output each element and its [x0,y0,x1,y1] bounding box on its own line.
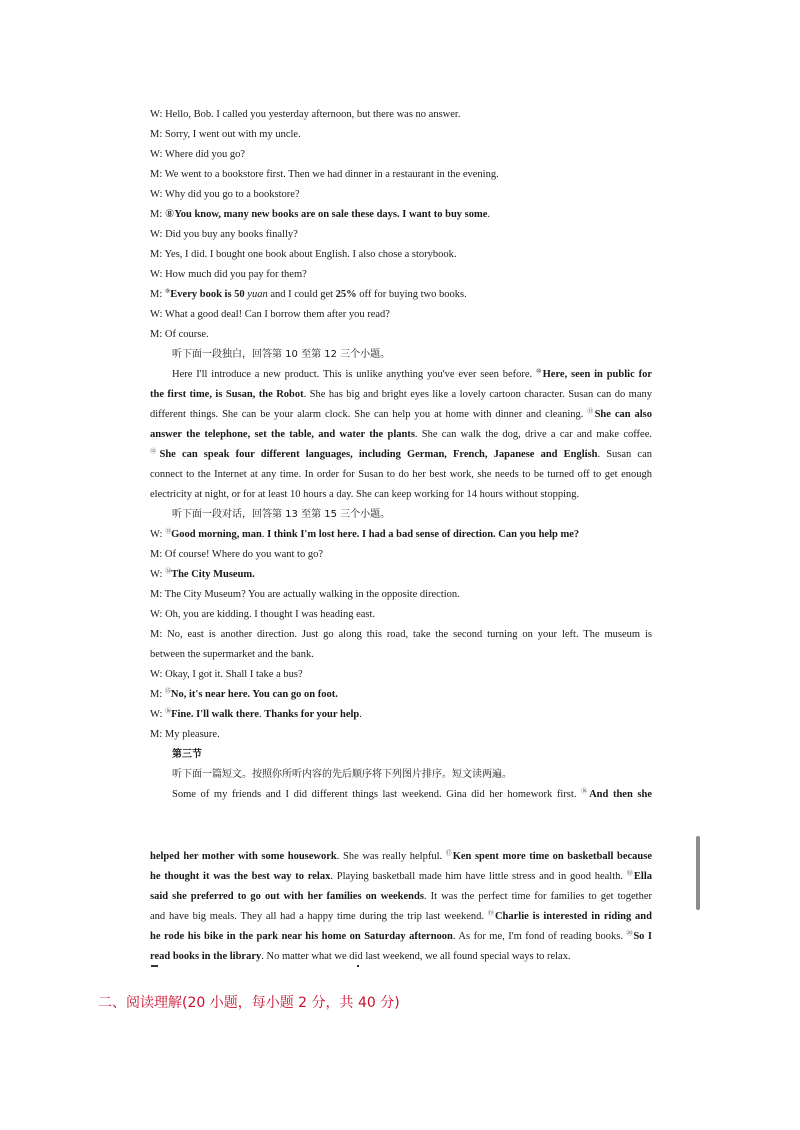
question-marker: ⑳ [626,931,634,937]
dialogue-line: M: Sorry, I went out with my uncle. [150,129,301,140]
instruction-text: 听下面一篇短文。按照你所听内容的先后顺序将下列图片排序。短文读两遍。 [172,769,512,780]
scan-mark [357,965,359,967]
monologue-line: the first time, is Susan, the Robot. She has big and bright eyes like a lovely cartoon character. Susan can do many [150,389,652,400]
question-marker: ⑱ [626,871,634,877]
question-marker: ⑩ [536,369,543,375]
scan-mark [151,965,158,967]
question-marker: ⑭ [165,569,172,575]
monologue-line: electricity at night, or for at least 10 hours a day. She can keep working for 14 hours without stopping. [150,489,580,500]
dialogue-line: M: No, east is another direction. Just go along this road, take the second turning on your left. The museum is [150,629,652,640]
passage-line: read books in the library. No matter what we did last weekend, we all found special ways to relax. [150,951,571,962]
question-marker: ⑧ [164,209,175,220]
part-heading: 二、阅读理解(20 小题，每小题 2 分，共 40 分) [98,995,400,1011]
dialogue-line: W: ⑭The City Museum. [150,569,255,580]
dialogue-line: M: Of course! Where do you want to go? [150,549,324,560]
monologue-line: answer the telephone, set the table, and water the plants. She can walk the dog, drive a car and make coffee. [150,429,652,440]
passage-line: Some of my friends and I did different things last weekend. Gina did her homework first. ⑯And then she [172,789,652,800]
dialogue-line: M: We went to a bookstore first. Then we had dinner in a restaurant in the evening. [150,169,499,180]
passage-line: he rode his bike in the park near his home on Saturday afternoon. As for me, I'm fond of reading books. ⑳So I [150,931,652,942]
dialogue-line: W: ⑯Fine. I'll walk there. Thanks for your help. [150,709,362,720]
passage-line: helped her mother with some housework. She was really helpful. ⑰Ken spent more time on basketball because [150,851,652,862]
question-marker: ⑮ [164,689,171,695]
dialogue-line: W: Did you buy any books finally? [150,229,298,240]
dialogue-line: M: ⑧You know, many new books are on sale these days. I want to buy some. [150,209,491,220]
dialogue-line: M: My pleasure. [150,729,220,740]
dialogue-line: M: Yes, I did. I bought one book about English. I also chose a storybook. [150,249,457,260]
question-marker: ⑬ [165,529,172,535]
monologue-line: different things. She can be your alarm clock. She can help you at home with dinner and cleaning. ⑪She can also [150,409,653,420]
dialogue-line: W: ⑬Good morning, man. I think I'm lost here. I had a bad sense of direction. Can you help me? [150,529,580,540]
monologue-line: ⑫She can speak four different languages, including German, French, Japanese and English. Susan can [150,449,652,460]
passage-line: said she preferred to go out with her families on weekends. It was the perfect time for families to get together [150,891,653,902]
dialogue-line: W: Where did you go? [150,149,246,160]
dialogue-line: W: Okay, I got it. Shall I take a bus? [150,669,303,680]
dialogue-line: W: How much did you pay for them? [150,269,307,280]
dialogue-line: M: ⑮No, it's near here. You can go on foot. [150,689,338,700]
question-marker: ⑲ [487,911,495,917]
instruction-text: 听下面一段对话，回答第 13 至第 15 三个小题。 [172,509,391,520]
dialogue-line: M: Of course. [150,329,209,340]
passage-line: and have big meals. They all had a happy time during the trip last weekend. ⑲Charlie is interested in riding and [150,911,652,922]
dialogue-line: M: The City Museum? You are actually walking in the opposite direction. [150,589,460,600]
dialogue-line: between the supermarket and the bank. [150,649,314,660]
instruction-text: 听下面一段独白，回答第 10 至第 12 三个小题。 [172,349,391,360]
question-marker: ⑫ [150,449,160,455]
question-marker: ⑯ [165,709,172,715]
monologue-line: connect to the Internet at any time. In order for Susan to do her best work, she needs to be turned off to get enough [150,469,652,480]
dialogue-line: W: Why did you go to a bookstore? [150,189,300,200]
dialogue-line: W: What a good deal! Can I borrow them after you read? [150,309,390,320]
scrollbar-thumb[interactable] [696,836,700,910]
passage-line: he thought it was the best way to relax. Playing basketball made him have little stress and in good health. ⑱Ella [150,871,652,882]
monologue-line: Here I'll introduce a new product. This is unlike anything you've ever seen before. ⑩Here, seen in public for [172,369,652,380]
dialogue-line: W: Hello, Bob. I called you yesterday afternoon, but there was no answer. [150,109,461,120]
question-marker: ⑨ [164,289,171,295]
dialogue-line: W: Oh, you are kidding. I thought I was heading east. [150,609,376,620]
question-marker: ⑪ [587,409,595,415]
dialogue-line: M: ⑨Every book is 50 yuan and I could get 25% off for buying two books. [150,289,467,300]
question-marker: ⑰ [445,851,453,857]
question-marker: ⑯ [581,789,590,795]
section-title: 第三节 [172,749,202,760]
